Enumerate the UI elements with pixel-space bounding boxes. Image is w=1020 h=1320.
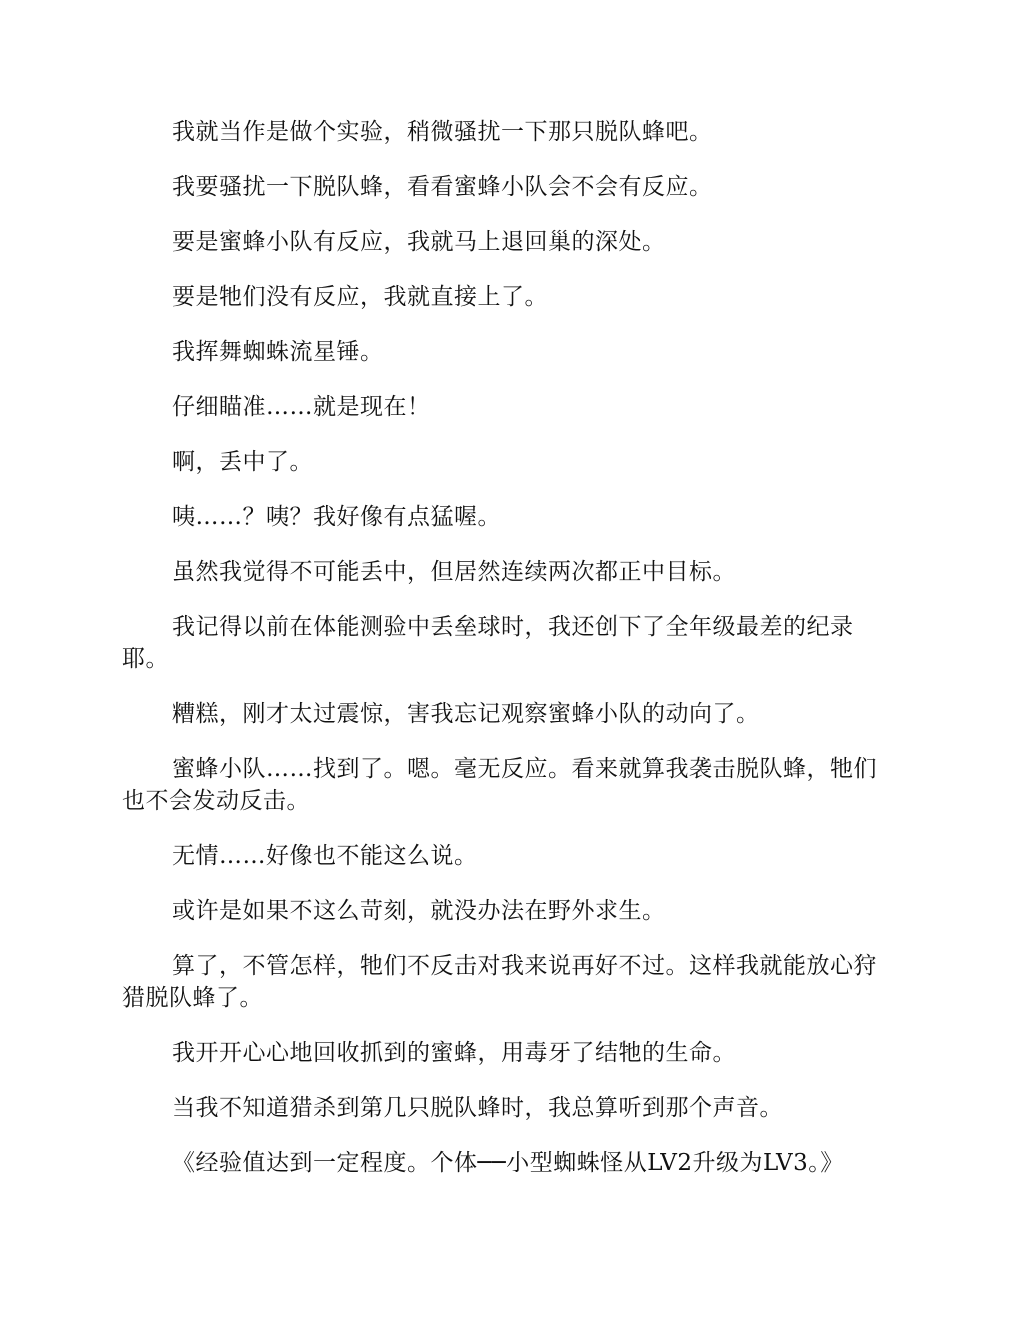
paragraph: 我开开心心地回收抓到的蜜蜂，用毒牙了结牠的生命。 — [172, 1040, 736, 1066]
paragraph: 蜜蜂小队……找到了。嗯。毫无反应。看来就算我袭击脱队蜂，牠们也不会发动反击。 — [122, 756, 877, 814]
paragraph: 虽然我觉得不可能丢中，但居然连续两次都正中目标。 — [172, 559, 736, 585]
paragraph: 当我不知道猎杀到第几只脱队蜂时，我总算听到那个声音。 — [172, 1095, 783, 1121]
paragraph: 仔细瞄准……就是现在！ — [172, 394, 431, 420]
paragraph: 要是蜜蜂小队有反应，我就马上退回巢的深处。 — [172, 229, 666, 255]
paragraph: 我就当作是做个实验，稍微骚扰一下那只脱队蜂吧。 — [172, 119, 713, 145]
paragraph: 无情……好像也不能这么说。 — [172, 843, 478, 869]
document-body — [122, 116, 898, 1202]
paragraph: 或许是如果不这么苛刻，就没办法在野外求生。 — [172, 898, 666, 924]
paragraph: 糟糕，刚才太过震惊，害我忘记观察蜜蜂小队的动向了。 — [172, 701, 760, 727]
paragraph: 咦……？咦？我好像有点猛喔。 — [172, 504, 501, 530]
paragraph: 我要骚扰一下脱队蜂，看看蜜蜂小队会不会有反应。 — [172, 174, 713, 200]
paragraph: 我挥舞蜘蛛流星锤。 — [172, 339, 384, 365]
paragraph: 我记得以前在体能测验中丢垒球时，我还创下了全年级最差的纪录耶。 — [122, 614, 854, 672]
paragraph: 要是牠们没有反应，我就直接上了。 — [172, 284, 548, 310]
paragraph: 啊，丢中了。 — [172, 449, 313, 475]
paragraph: 《经验值达到一定程度。个体──小型蜘蛛怪从LV2升级为LV3。》 — [172, 1150, 844, 1176]
paragraph: 算了，不管怎样，牠们不反击对我来说再好不过。这样我就能放心狩猎脱队蜂了。 — [122, 953, 877, 1011]
